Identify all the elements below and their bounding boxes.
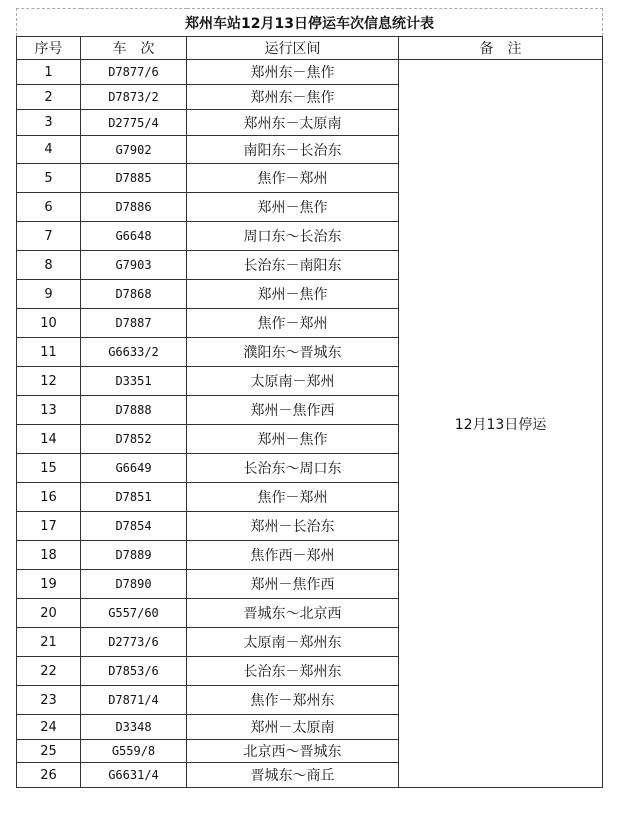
stopped-trains-table	[16, 8, 603, 788]
table-body	[17, 60, 603, 788]
cell-route: 太原南－郑州	[187, 367, 399, 396]
cell-seq: 14	[17, 425, 81, 454]
cell-route: 北京西～晋城东	[187, 740, 399, 763]
cell-train-number: D7888	[81, 396, 187, 425]
table-row	[17, 60, 603, 85]
cell-train-number: G6633/2	[81, 338, 187, 367]
header-seq: 序号	[17, 37, 81, 60]
cell-seq: 4	[17, 136, 81, 164]
cell-train-number: D3351	[81, 367, 187, 396]
cell-train-number: D7890	[81, 570, 187, 599]
cell-route: 太原南－郑州东	[187, 628, 399, 657]
cell-train-number: D7886	[81, 193, 187, 222]
cell-train-number: D7887	[81, 309, 187, 338]
cell-route: 郑州－焦作	[187, 193, 399, 222]
cell-seq: 20	[17, 599, 81, 628]
cell-train-number: D7873/2	[81, 85, 187, 110]
cell-route: 郑州东－太原南	[187, 110, 399, 136]
cell-route: 郑州－太原南	[187, 715, 399, 740]
cell-route: 焦作－郑州	[187, 483, 399, 512]
cell-route: 郑州－焦作	[187, 280, 399, 309]
cell-seq: 5	[17, 164, 81, 193]
cell-seq: 2	[17, 85, 81, 110]
cell-seq: 7	[17, 222, 81, 251]
cell-train-number: D7853/6	[81, 657, 187, 686]
cell-train-number: D7885	[81, 164, 187, 193]
cell-train-number: G557/60	[81, 599, 187, 628]
header-route: 运行区间	[187, 37, 399, 60]
cell-route: 郑州东－焦作	[187, 85, 399, 110]
cell-route: 郑州－焦作西	[187, 570, 399, 599]
cell-seq: 8	[17, 251, 81, 280]
cell-seq: 10	[17, 309, 81, 338]
cell-seq: 16	[17, 483, 81, 512]
cell-route: 焦作－郑州	[187, 309, 399, 338]
cell-seq: 26	[17, 763, 81, 788]
cell-train-number: G6649	[81, 454, 187, 483]
cell-train-number: D3348	[81, 715, 187, 740]
cell-route: 焦作－郑州东	[187, 686, 399, 715]
cell-route: 南阳东－长治东	[187, 136, 399, 164]
cell-train-number: G559/8	[81, 740, 187, 763]
cell-train-number: G6648	[81, 222, 187, 251]
cell-seq: 9	[17, 280, 81, 309]
statistics-sheet	[16, 8, 602, 788]
header-train: 车 次	[81, 37, 187, 60]
cell-route: 焦作西－郑州	[187, 541, 399, 570]
cell-train-number: D7852	[81, 425, 187, 454]
cell-seq: 25	[17, 740, 81, 763]
cell-seq: 12	[17, 367, 81, 396]
cell-train-number: D7871/4	[81, 686, 187, 715]
cell-seq: 3	[17, 110, 81, 136]
header-note: 备 注	[399, 37, 603, 60]
title-row	[17, 9, 603, 37]
cell-route: 长治东－郑州东	[187, 657, 399, 686]
cell-seq: 17	[17, 512, 81, 541]
header-row	[17, 37, 603, 60]
cell-route: 周口东～长治东	[187, 222, 399, 251]
cell-route: 濮阳东～晋城东	[187, 338, 399, 367]
cell-seq: 13	[17, 396, 81, 425]
cell-train-number: D2773/6	[81, 628, 187, 657]
cell-seq: 11	[17, 338, 81, 367]
cell-route: 郑州－焦作	[187, 425, 399, 454]
cell-route: 郑州－长治东	[187, 512, 399, 541]
cell-train-number: D7854	[81, 512, 187, 541]
cell-train-number: D7889	[81, 541, 187, 570]
cell-seq: 19	[17, 570, 81, 599]
cell-route: 晋城东～北京西	[187, 599, 399, 628]
cell-train-number: D2775/4	[81, 110, 187, 136]
cell-train-number: G7903	[81, 251, 187, 280]
cell-seq: 21	[17, 628, 81, 657]
cell-train-number: G6631/4	[81, 763, 187, 788]
cell-seq: 23	[17, 686, 81, 715]
cell-seq: 18	[17, 541, 81, 570]
cell-train-number: D7868	[81, 280, 187, 309]
cell-train-number: D7877/6	[81, 60, 187, 85]
cell-route: 晋城东～商丘	[187, 763, 399, 788]
cell-route: 郑州－焦作西	[187, 396, 399, 425]
cell-train-number: G7902	[81, 136, 187, 164]
table-title: 郑州车站12月13日停运车次信息统计表	[17, 9, 603, 37]
cell-route: 焦作－郑州	[187, 164, 399, 193]
cell-seq: 1	[17, 60, 81, 85]
cell-seq: 15	[17, 454, 81, 483]
cell-route: 郑州东－焦作	[187, 60, 399, 85]
cell-train-number: D7851	[81, 483, 187, 512]
cell-route: 长治东－南阳东	[187, 251, 399, 280]
cell-seq: 6	[17, 193, 81, 222]
cell-route: 长治东～周口东	[187, 454, 399, 483]
cell-seq: 22	[17, 657, 81, 686]
cell-note: 12月13日停运	[399, 60, 603, 788]
cell-seq: 24	[17, 715, 81, 740]
